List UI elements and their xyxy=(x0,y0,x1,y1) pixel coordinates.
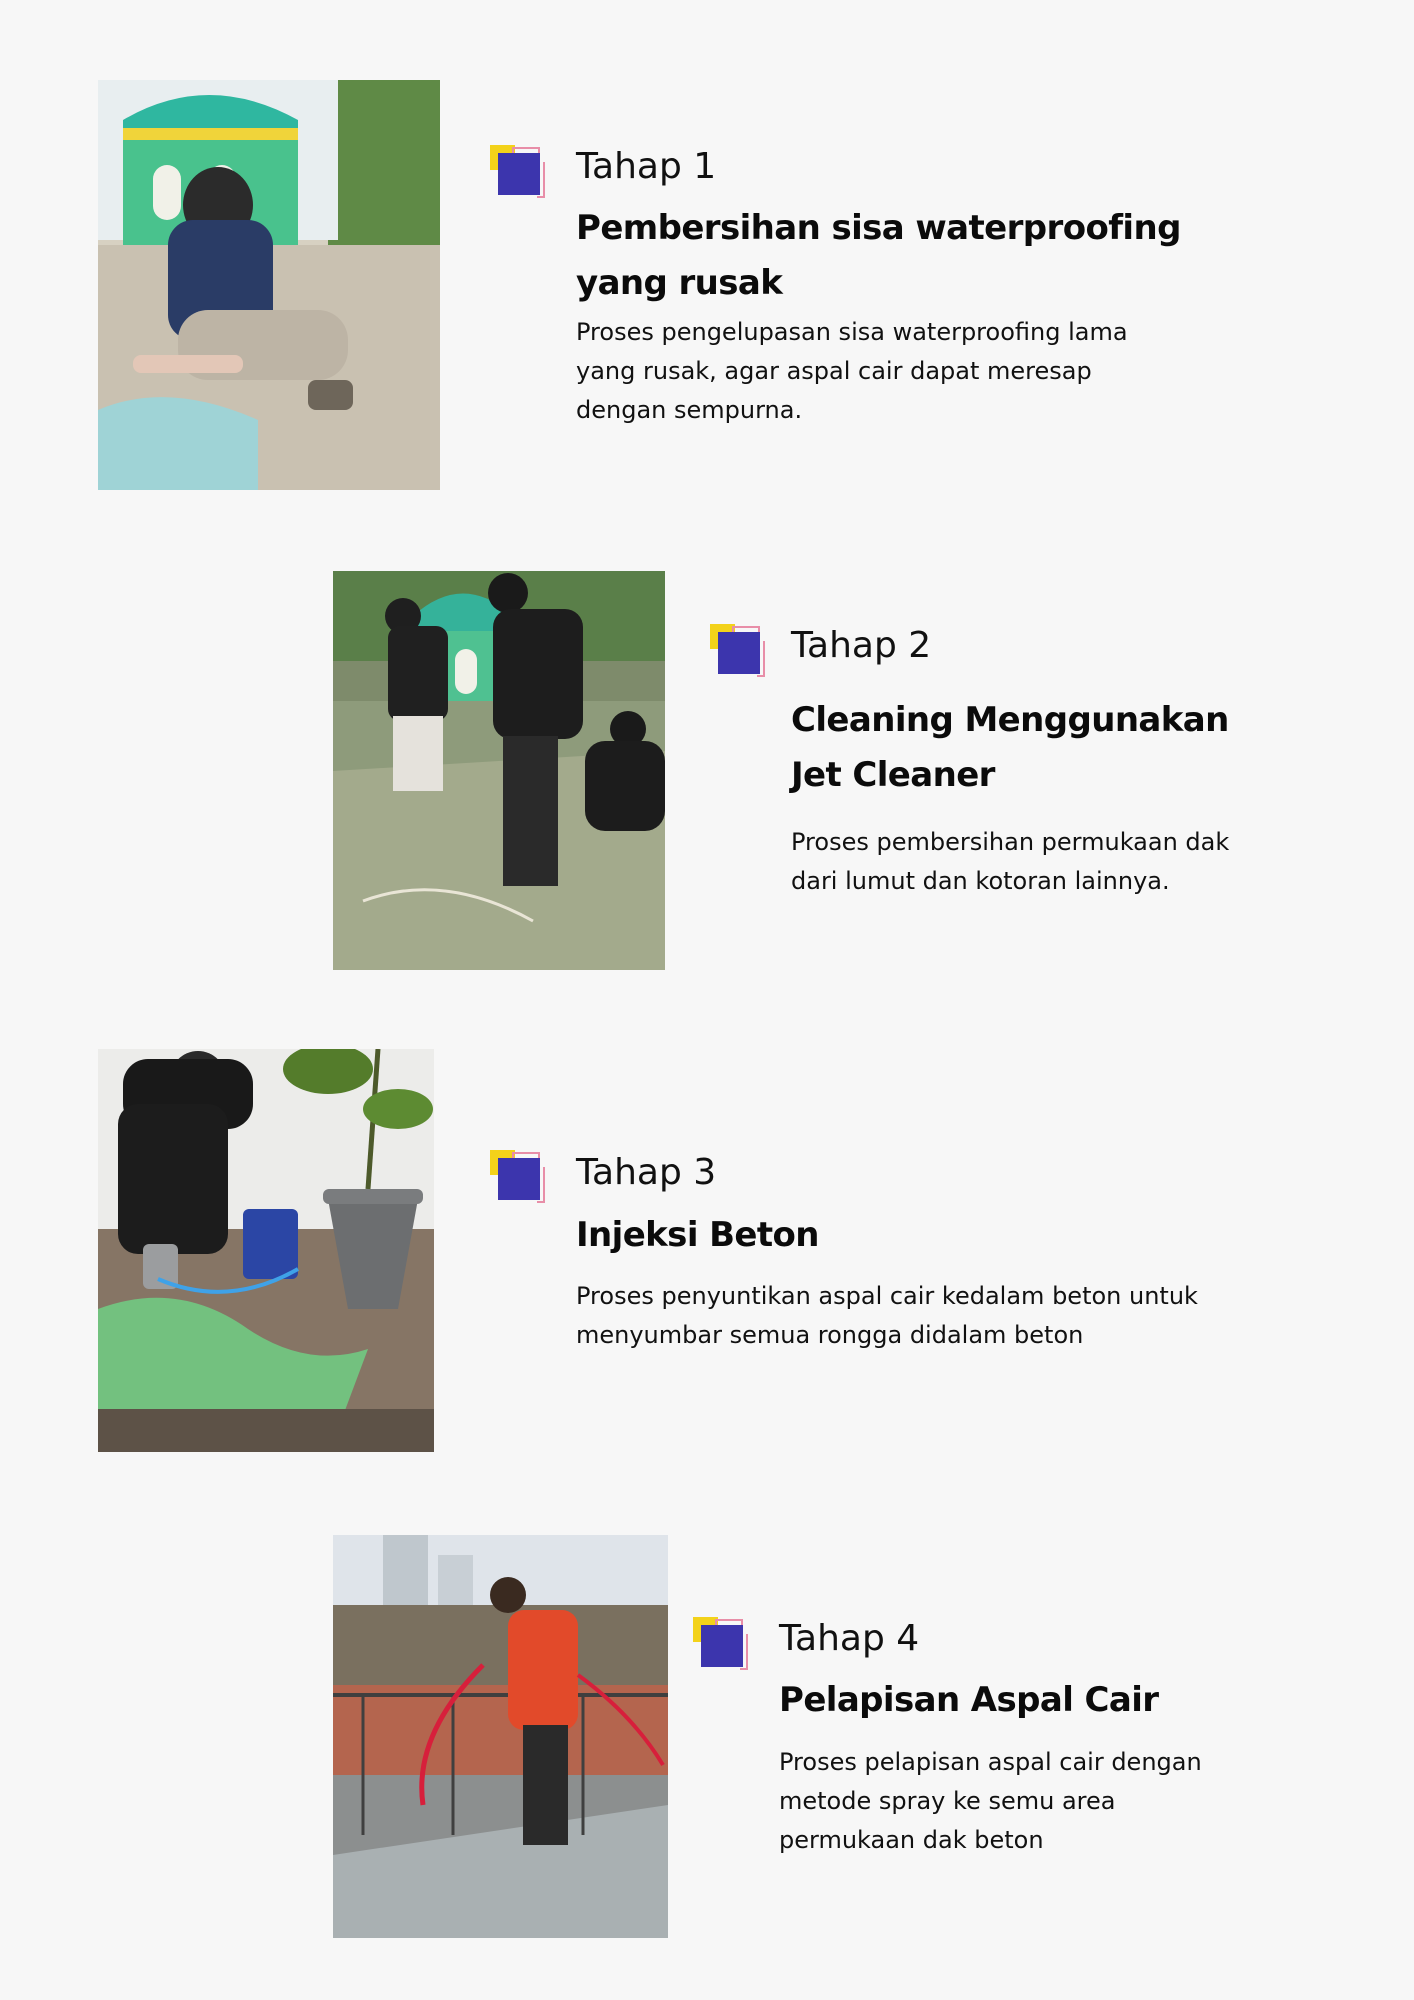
step-1-label: Tahap 1 xyxy=(576,146,717,187)
step-3-title: Injeksi Beton xyxy=(576,1215,819,1255)
step-2-photo xyxy=(333,571,665,970)
step-4-label: Tahap 4 xyxy=(779,1618,920,1659)
step-4-marker-icon xyxy=(693,1617,753,1677)
step-3-label: Tahap 3 xyxy=(576,1152,717,1193)
step-1-photo xyxy=(98,80,440,490)
step-1-description: Proses pengelupasan sisa waterproofing lama yang rusak, agar aspal cair dapat meresap dengan sempurna. xyxy=(576,318,1128,424)
step-2-marker-icon xyxy=(710,624,770,684)
step-1-marker-icon xyxy=(490,145,550,205)
step-3-description: Proses penyuntikan aspal cair kedalam beton untuk menyumbar semua rongga didalam beton xyxy=(576,1282,1198,1349)
step-3-marker-icon xyxy=(490,1150,550,1210)
step-4-photo xyxy=(333,1535,668,1938)
step-4-description: Proses pelapisan aspal cair dengan metode spray ke semu area permukaan dak beton xyxy=(779,1748,1202,1854)
step-4-title: Pelapisan Aspal Cair xyxy=(779,1680,1159,1720)
step-3-photo xyxy=(98,1049,434,1452)
step-1-title: Pembersihan sisa waterproofing yang rusak xyxy=(576,208,1181,303)
step-2-title: Cleaning Menggunakan Jet Cleaner xyxy=(791,700,1229,795)
step-2-label: Tahap 2 xyxy=(791,625,932,666)
step-2-description: Proses pembersihan permukaan dak dari lumut dan kotoran lainnya. xyxy=(791,828,1230,895)
